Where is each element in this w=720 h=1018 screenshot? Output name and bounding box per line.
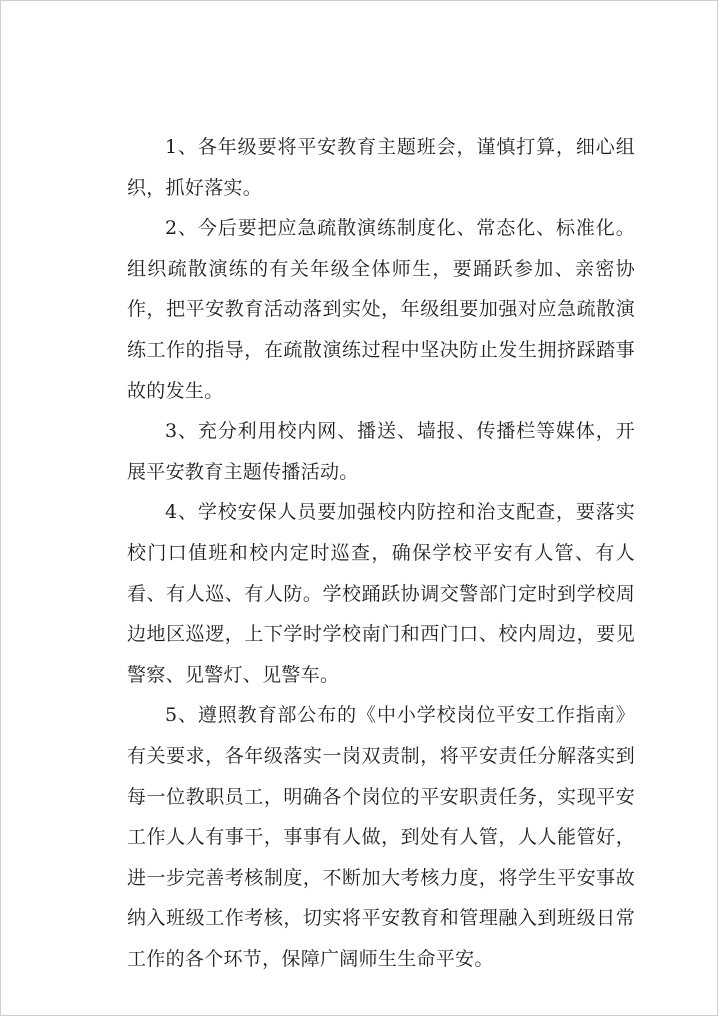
paragraph-3: 3、充分利用校内网、播送、墙报、传播栏等媒体，开展平安教育主题传播活动。 xyxy=(127,420,635,483)
paragraph-2: 2、今后要把应急疏散演练制度化、常态化、标准化。组织疏散演练的有关年级全体师生，要踊跃参加、亲密协作，把平安教育活动落到实处，年级组要加强对应急疏散演练工作的指导，在疏散演练过程中坚决防止发生拥挤踩踏事故的发生。 xyxy=(127,217,635,402)
paragraph-4: 4、学校安保人员要加强校内防控和治支配查，要落实校门口值班和校内定时巡查，确保学校平安有人管、有人看、有人巡、有人防。学校踊跃协调交警部门定时到学校周边地区巡逻，上下学时学校南门和西门口、校内周边，要见警察、见警灯、见警车。 xyxy=(127,501,635,686)
document-body xyxy=(127,127,635,979)
paragraph-5: 5、遵照教育部公布的《中小学校岗位平安工作指南》有关要求，各年级落实一岗双责制，将平安责任分解落实到每一位教职员工，明确各个岗位的平安职责任务，实现平安工作人人有事干，事事有人做，到处有人管，人人能管好，进一步完善考核制度，不断加大考核力度，将学生平安事故纳入班级工作考核，切实将平安教育和管理融入到班级日常工作的各个环节，保障广阔师生生命平安。 xyxy=(127,704,635,970)
paragraph-1: 1、各年级要将平安教育主题班会，谨慎打算，细心组织，抓好落实。 xyxy=(127,136,635,199)
